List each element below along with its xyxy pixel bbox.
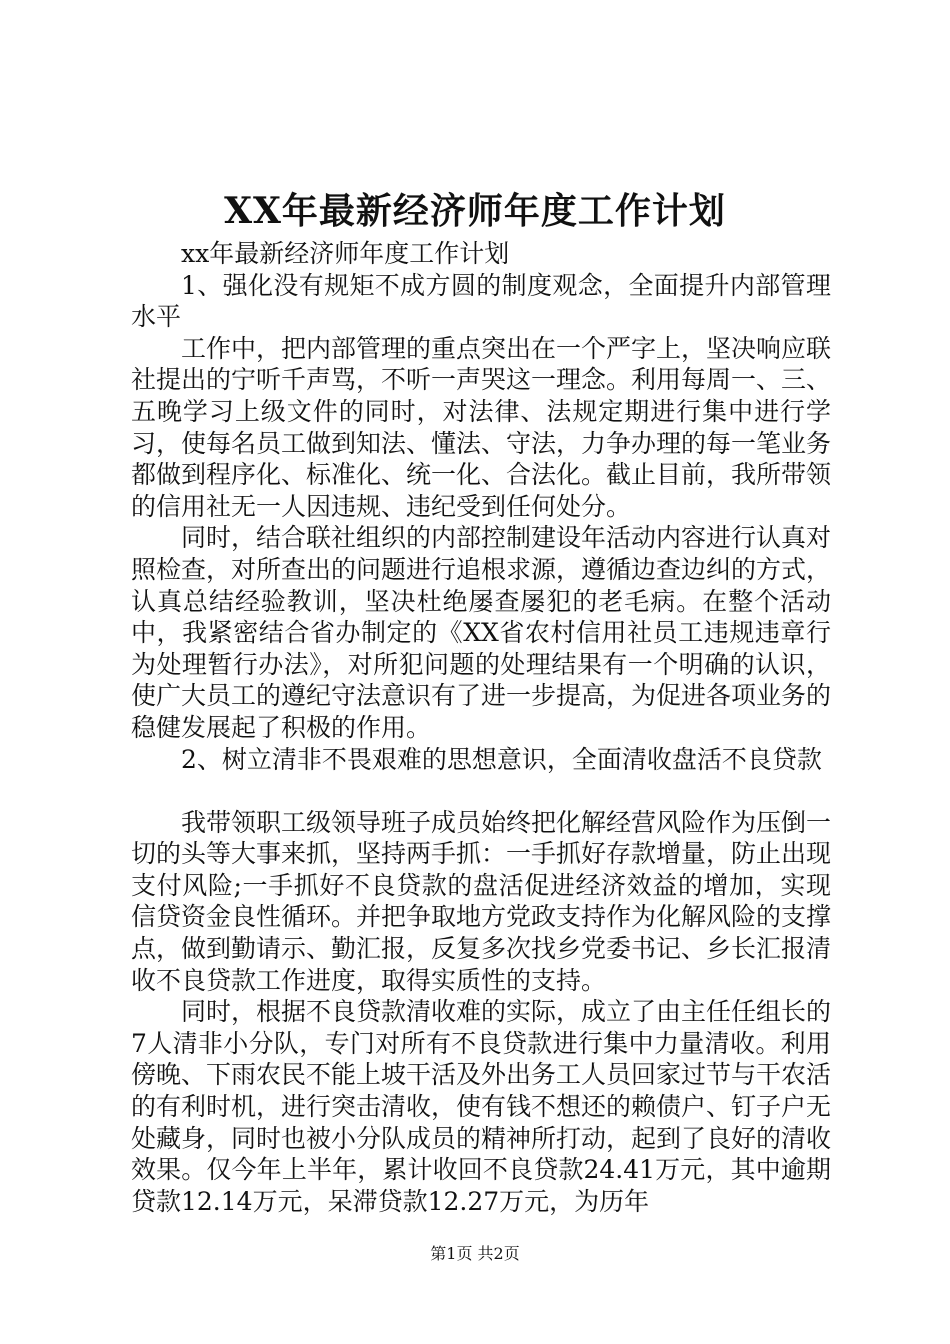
- body-paragraph: 工作中，把内部管理的重点突出在一个严字上，坚决响应联社提出的宁听千声骂，不听一声哭这一理念。利用每周一、三、五晚学习上级文件的同时，对法律、法规定期进行集中进行学习，使每名员工做到知法、懂法、守法，力争办理的每一笔业务都做到程序化、标准化、统一化、合法化。截止目前，我所带领的信用社无一人因违规、违纪受到任何处分。: [131, 333, 832, 521]
- body-paragraph: 同时，根据不良贷款清收难的实际，成立了由主任任组长的7人清非小分队，专门对所有不良贷款进行集中力量清收。利用傍晚、下雨农民不能上坡干活及外出务工人员回家过节与干农活的有利时机，进行突击清收，使有钱不想还的赖债户、钉子户无处藏身，同时也被小分队成员的精神所打动，起到了良好的清收效果。仅今年上半年，累计收回不良贷款24.41万元，其中逾期贷款12.14万元，呆滞贷款12.27万元，为历年: [131, 997, 832, 1216]
- body-paragraph: 我带领职工级领导班子成员始终把化解经营风险作为压倒一切的头等大事来抓，坚持两手抓：一手抓好存款增量，防止出现支付风险;一手抓好不良贷款的盘活促进经济效益的增加，实现信贷资金良性循环。并把争取地方党政支持作为化解风险的支撑点，做到勤请示、勤汇报，反复多次找乡党委书记、乡长汇报清收不良贷款工作进度，取得实质性的支持。: [131, 807, 832, 995]
- section-heading-2: 2、树立清非不畏艰难的思想意识，全面清收盘活不良贷款: [181, 744, 822, 774]
- section-heading-1: 1、强化没有规矩不成方圆的制度观念，全面提升内部管理水平: [131, 270, 831, 332]
- body-paragraph: 同时，结合联社组织的内部控制建设年活动内容进行认真对照检查，对所查出的问题进行追根求源，遵循边查边纠的方式，认真总结经验教训，坚决杜绝屡查屡犯的老毛病。在整个活动中，我紧密结合省办制定的《XX省农村信用社员工违规违章行为处理暂行办法》，对所犯问题的处理结果有一个明确的认识，使广大员工的遵纪守法意识有了进一步提高，为促进各项业务的稳健发展起了积极的作用。: [131, 523, 832, 742]
- document-title: XX年最新经济师年度工作计划: [224, 190, 726, 232]
- page-footer: 第1页 共2页: [430, 1244, 520, 1263]
- document-body: [131, 238, 831, 1217]
- subtitle-paragraph: xx年最新经济师年度工作计划: [181, 239, 510, 268]
